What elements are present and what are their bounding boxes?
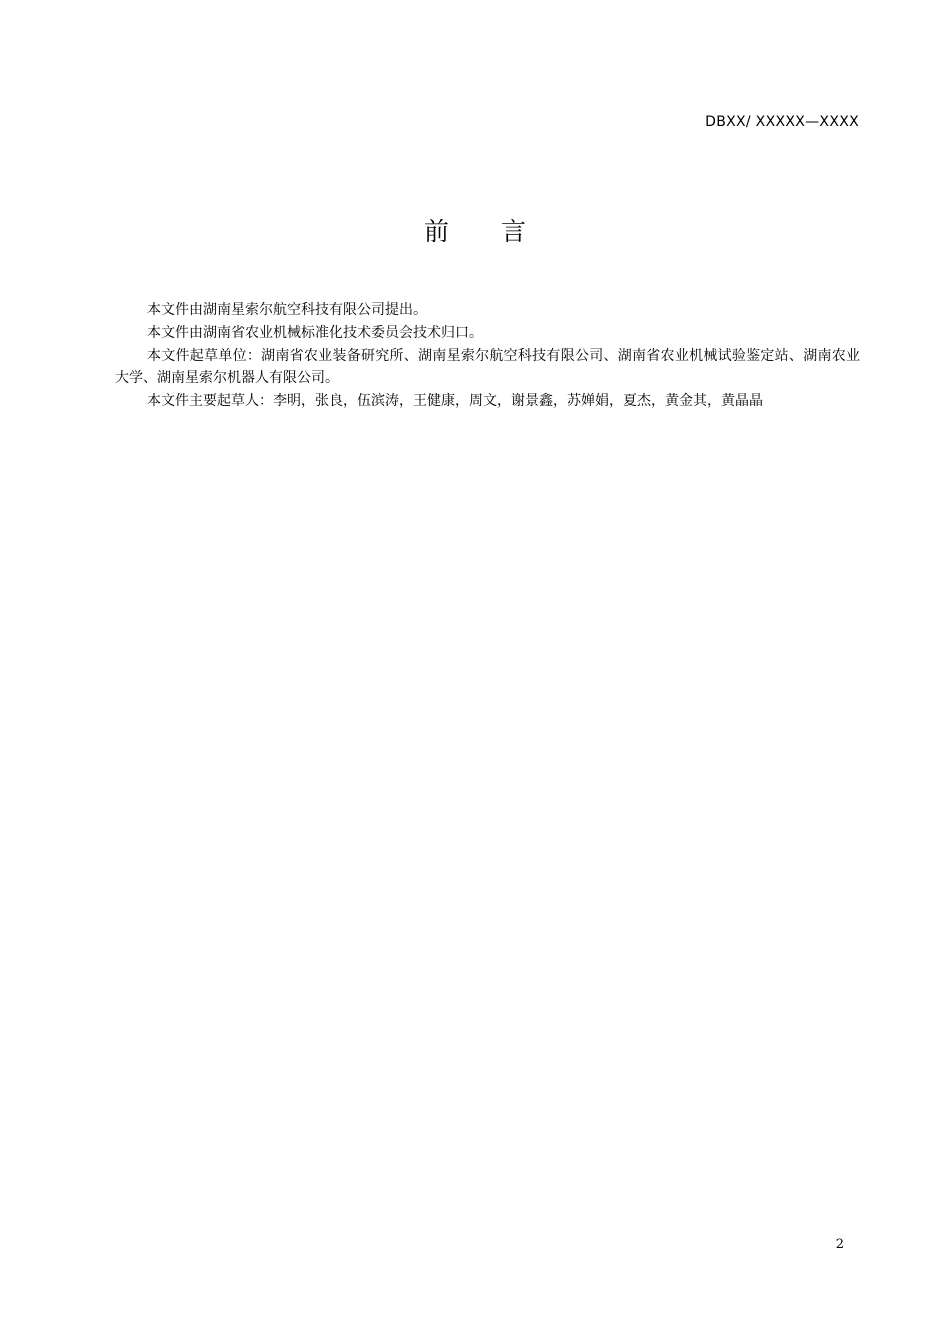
title-char-1: 前 [423,217,449,246]
section-title-foreword [0,214,950,250]
title-char-2: 言 [501,217,527,246]
paragraph-drafting-units: 本文件起草单位：湖南省农业装备研究所、湖南星索尔航空科技有限公司、湖南省农业机械试验鉴定站、湖南农业大学、湖南星索尔机器人有限公司。 [115,347,860,387]
page-number: 2 [835,1237,844,1252]
foreword-body [115,299,860,413]
document-code-header: DBXX/ XXXXX—XXXX [705,114,859,130]
paragraph-proposer: 本文件由湖南星索尔航空科技有限公司提出。 [147,302,427,318]
paragraph-technical-committee: 本文件由湖南省农业机械标准化技术委员会技术归口。 [147,324,483,341]
paragraph-main-drafters: 本文件主要起草人：李明，张良，伍滨涛，王健康，周文，谢景鑫，苏婵娟，夏杰，黄金其，黄晶晶 [147,393,763,410]
